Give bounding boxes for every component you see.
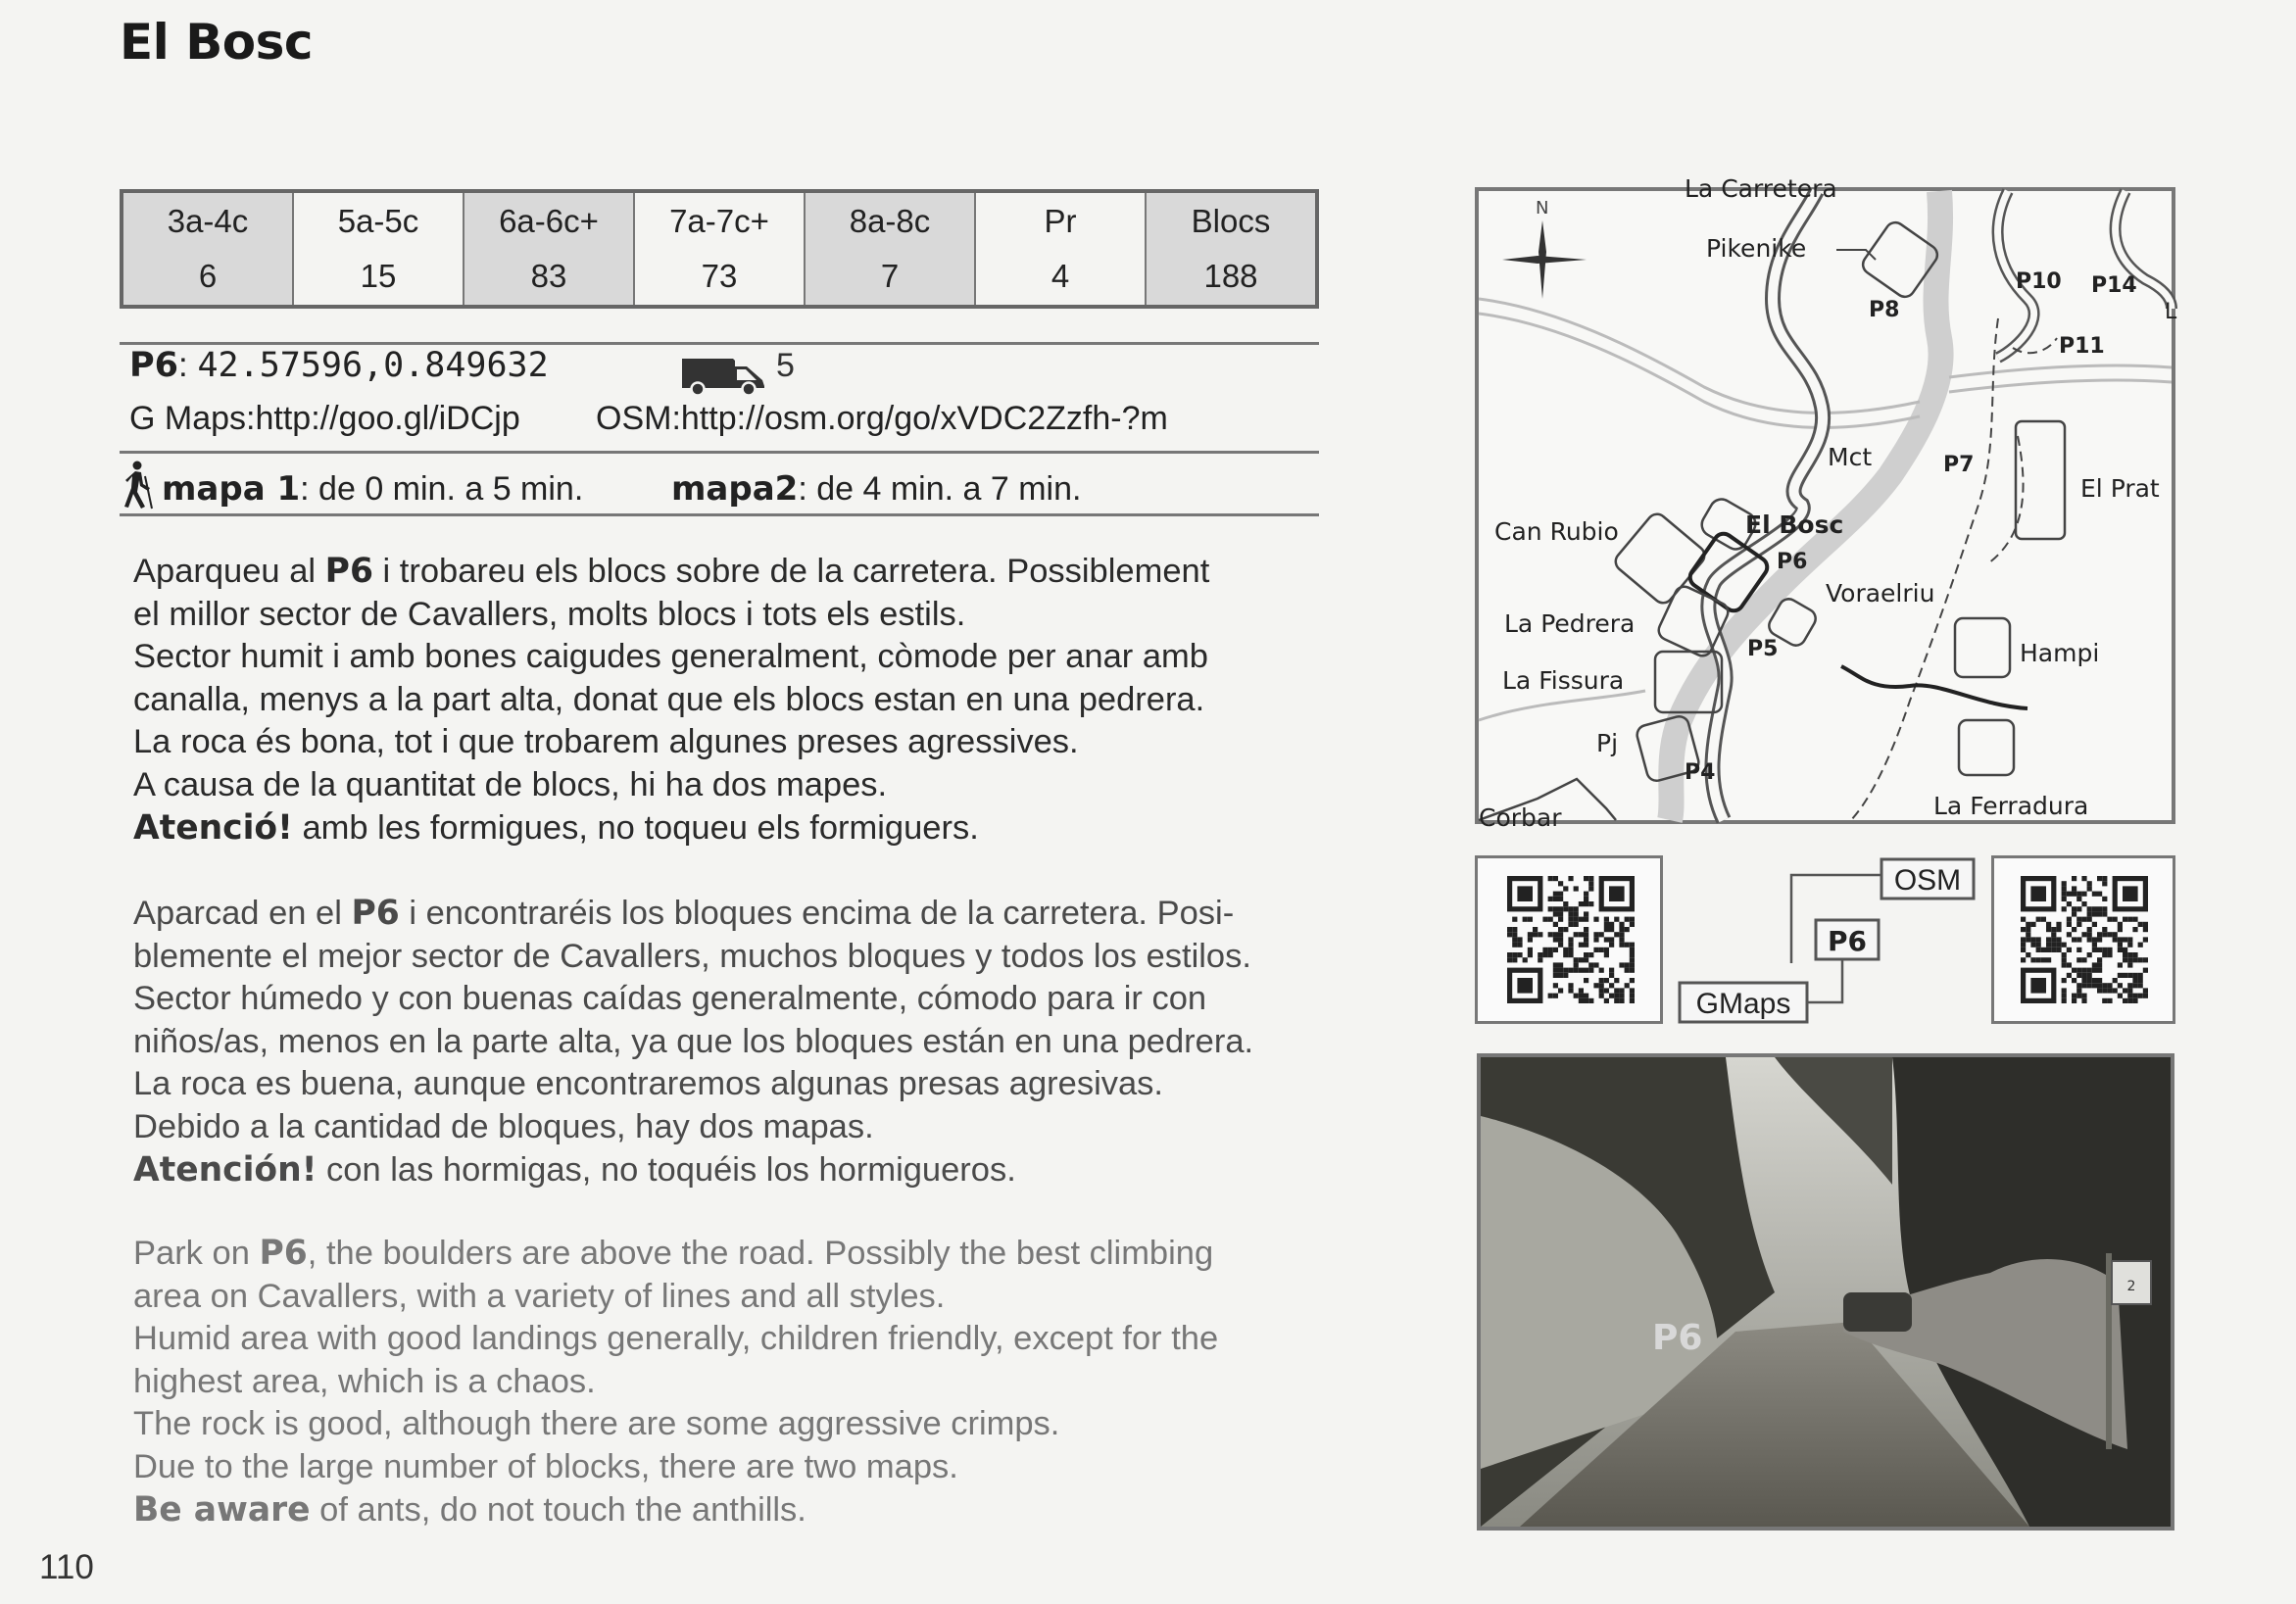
qr-code-gmaps[interactable] <box>1475 855 1663 1024</box>
map-label: Corbar <box>1479 803 1562 832</box>
hiker-icon <box>123 461 153 514</box>
parking-photo <box>1477 1053 2174 1531</box>
map-label: Hampi <box>2020 639 2100 667</box>
page-title: El Bosc <box>120 14 314 71</box>
text: La roca és bona, tot i que trobarem algunes preses agressives. <box>133 723 1079 761</box>
grade-column <box>123 193 294 305</box>
map1-label: mapa 1 <box>162 469 301 509</box>
map-label: Voraelriu <box>1826 579 1935 608</box>
map-label: P7 <box>1943 453 1975 477</box>
divider <box>120 451 1319 454</box>
grade-label: 8a-8c <box>849 203 931 239</box>
map-label: La Fissura <box>1502 666 1625 695</box>
page-number: 110 <box>39 1548 94 1586</box>
osm-label: OSM <box>1893 864 1962 897</box>
text: i trobareu els blocs sobre de la carretera. Possiblement <box>372 553 1210 590</box>
coordinates-value: 42.57596,0.849632 <box>197 346 549 385</box>
text: Park on <box>133 1235 260 1272</box>
sector-map <box>1475 174 2177 832</box>
map-label: P5 <box>1747 637 1779 661</box>
map-label: P10 <box>2016 269 2062 294</box>
text: of ants, do not touch the anthills. <box>310 1490 806 1529</box>
text-bold: P6 <box>324 552 373 591</box>
text: Humid area with good landings generally, children friendly, except for the <box>133 1320 1219 1358</box>
map-label: Pikenike <box>1706 234 1807 263</box>
divider <box>120 342 1319 345</box>
north-label: N <box>1536 198 1549 219</box>
osm-link[interactable]: OSM:http://osm.org/go/xVDC2Zzfh-?m <box>596 400 1168 437</box>
north-arrow-icon <box>1502 198 1587 299</box>
text-bold: Be aware <box>133 1489 311 1530</box>
divider <box>120 513 1319 516</box>
qr-code-icon <box>1478 858 1660 1021</box>
text: Debido a la cantidad de bloques, hay dos mapas. <box>133 1107 874 1145</box>
description-catalan <box>133 551 1309 850</box>
grade-label: Pr <box>1044 203 1077 239</box>
vehicle-capacity: 5 <box>776 347 795 384</box>
text: con las hormigas, no toquéis los hormigueros. <box>317 1150 1016 1189</box>
text: La roca es buena, aunque encontraremos algunas presas agresivas. <box>133 1065 1164 1103</box>
grade-column <box>806 193 976 305</box>
text: Aparqueu al <box>133 553 325 590</box>
grade-table <box>120 189 1319 309</box>
text: amb les formigues, no toqueu els formiguers. <box>292 808 979 847</box>
map1-time: : de 0 min. a 5 min. <box>300 470 584 508</box>
text: A causa de la quantitat de blocs, hi ha dos mapes. <box>133 765 888 803</box>
map-label: P8 <box>1869 298 1900 322</box>
text: niños/as, menos en la parte alta, ya que los bloques están en una pedrera. <box>133 1022 1254 1060</box>
grade-count: 4 <box>1050 258 1070 294</box>
grade-column <box>635 193 806 305</box>
qr-legend <box>1676 855 1984 1024</box>
photo-label: P6 <box>1652 1318 1703 1358</box>
text: , the boulders are above the road. Possibly the best climbing <box>307 1235 1214 1272</box>
van-icon <box>678 353 768 401</box>
map2-time: : de 4 min. a 7 min. <box>798 470 1082 508</box>
grade-label: 3a-4c <box>167 203 249 239</box>
map-label: Pj <box>1596 729 1619 757</box>
grade-label: 7a-7c+ <box>669 203 769 239</box>
grade-count: 7 <box>880 258 900 294</box>
approach-map2 <box>671 469 1081 509</box>
separator: : <box>178 346 188 384</box>
map-label: La Pedrera <box>1504 609 1636 638</box>
map-label: Mct <box>1828 443 1873 471</box>
text: Sector húmedo y con buenas caídas generalmente, cómodo para ir con <box>133 980 1207 1018</box>
text-bold: P6 <box>351 894 400 933</box>
map-label: La Carretera <box>1685 174 1837 203</box>
approach-map1 <box>162 469 583 509</box>
map-label: P11 <box>2059 334 2105 359</box>
description-english <box>133 1233 1309 1531</box>
map-label: Can Rubio <box>1494 517 1619 546</box>
p6-label: P6 <box>1827 925 1868 957</box>
gmaps-label: GMaps <box>1695 988 1791 1020</box>
grade-count: 73 <box>701 258 738 294</box>
text: highest area, which is a chaos. <box>133 1362 596 1400</box>
map-label: La Ferradura <box>1933 792 2089 820</box>
qr-code-osm[interactable] <box>1991 855 2175 1024</box>
text: Sector humit i amb bones caigudes generalment, còmode per anar amb <box>133 638 1208 676</box>
text: The rock is good, although there are some aggressive crimps. <box>133 1405 1060 1443</box>
grade-count: 83 <box>530 258 567 294</box>
grade-column <box>1147 193 1315 305</box>
map-label: L <box>2165 300 2177 324</box>
text: Aparcad en el <box>133 895 352 932</box>
sign-number: 2 <box>2126 1279 2136 1294</box>
map-label: P14 <box>2091 273 2137 298</box>
map-label: P6 <box>1777 550 1808 574</box>
description-spanish <box>133 893 1309 1191</box>
text: Due to the large number of blocks, there are two maps. <box>133 1447 958 1485</box>
text-bold: P6 <box>259 1234 308 1273</box>
text: area on Cavallers, with a variety of lines and all styles. <box>133 1277 946 1315</box>
text: el millor sector de Cavallers, molts blocs i tots els estils. <box>133 595 966 633</box>
parking-label: P6 <box>129 346 179 385</box>
text: canalla, menys a la part alta, donat que els blocs estan en una pedrera. <box>133 680 1205 718</box>
text-bold: Atenció! <box>133 807 293 848</box>
grade-label: 6a-6c+ <box>499 203 599 239</box>
map2-label: mapa2 <box>671 469 799 509</box>
qr-code-icon <box>1994 858 2173 1021</box>
map-label: P4 <box>1685 760 1716 785</box>
grade-count: 15 <box>360 258 397 294</box>
text-bold: Atención! <box>133 1149 318 1190</box>
grade-count: 6 <box>198 258 218 294</box>
map-label: El Bosc <box>1745 510 1844 539</box>
grade-label: Blocs <box>1191 203 1271 239</box>
grade-column <box>976 193 1147 305</box>
grade-count: 188 <box>1203 258 1258 294</box>
grade-column <box>294 193 464 305</box>
gmaps-link[interactable]: G Maps:http://goo.gl/iDCjp <box>129 400 520 437</box>
text: i encontraréis los bloques encima de la carretera. Posi- <box>399 895 1235 932</box>
parking-coordinates <box>129 346 549 385</box>
map-label: El Prat <box>2080 474 2160 503</box>
grade-column <box>464 193 635 305</box>
grade-label: 5a-5c <box>337 203 419 239</box>
text: blemente el mejor sector de Cavallers, muchos bloques y todos los estilos. <box>133 937 1251 975</box>
